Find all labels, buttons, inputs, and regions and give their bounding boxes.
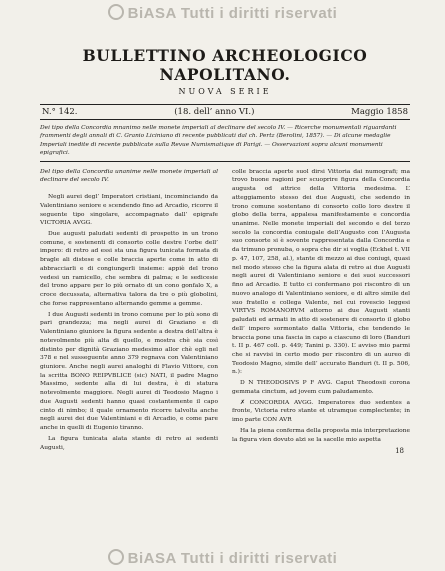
watermark-text: BiASA Tutti i diritti riservati xyxy=(127,550,338,567)
paragraph: La figura tunicata alata stante di retro ai sedenti Augusti, xyxy=(40,435,218,451)
paragraph: colle braccia aperte suol dirsi Vittoria dai numografi; ma trovo buone ragioni per scuoprire figura della Concordia augusta od attrice della Vittoria medesima. L’ atteggiamento stesso dei due Augusti, che sedendo in trono comune sostentano di consorto collo loro destre il globo della terra, appalesa manifestamente e concordia unanime. Nelle monete imperiali del secondo e del terzo secolo la concordia coniugale dell’Augusto con l’Augusta suo consorte si è sovente rappresentata dalla Concordia e da trimuno pronuba, o sopra che dir si voglia (Eckhel t. VII p. 47, 107, 258, al.), stante di mezzo ai due coniugi, quasi nel modo stesso che la figura alata di retro ai due Augusti negli aurei di Valentiniano seniore e dei suoi successori fino ad Arcadio. E tutto ci confermano poi riscontro di un nuovo analogo di Valentiniano seniore, e di altro simile del suo fratello e collega Valente, nel cui rovescio leggesi VIRTVS ROMANORVM attorno ai due Augusti stanti paludati ed armati in atto di sostenere di consorto il globo dell’ impero sormontato dalla Vittoria, che tendendo le braccia pone una fascia in capo a ciascuno di loro (Banduri t. II p. 467 coll. p. 449; Tanini p. 330). L’ avviso mio parmi che si ravvisi in certo modo per riscontro di un aureo di Teodosio Magno, simile dell’ accurato Banduri (t. II p. 506, n.): xyxy=(232,168,410,376)
issue-year: (18. dell’ anno VI.) xyxy=(174,107,255,117)
library-logo-icon xyxy=(108,549,124,565)
paragraph: D N THEODOSIVS P F AVG. Caput Theodosii corona gemmata cinctum, ad jovem cum paludamento. xyxy=(232,380,410,395)
journal-title: BULLETTINO ARCHEOLOGICO NAPOLITANO. xyxy=(82,46,368,84)
watermark-top xyxy=(0,4,445,22)
issue-summary: Dei tipo della Concordia mnanimo nelle monete imperiali al declinare del secolo IV. — Ricerche monumentali riguardanti frammenti degli annali di C. Granio Liciniano di recente pubblicati dal ch. Pertz (Berolini, 1857). — Di alcune medaglie Imperiali inedite di recente pubblicate sulla Revue Numismatique di Parigi. — Osservazioni sopra alcuni monumenti epigrafici. xyxy=(40,124,410,162)
watermark-bottom xyxy=(0,549,445,567)
issue-date: Maggio 1858 xyxy=(351,107,408,117)
article-heading: Del tipo della Concordia unanime nelle monete imperiali al declinare del secolo IV. xyxy=(40,168,218,184)
right-column xyxy=(232,168,410,457)
library-logo-icon xyxy=(108,4,124,20)
page-number: 18 xyxy=(395,447,404,456)
series-label: NUOVA SERIE xyxy=(178,87,272,96)
issue-number: N.° 142. xyxy=(42,107,78,117)
journal-page xyxy=(40,28,410,457)
paragraph: I due Augusti sedenti in trono comune per lo più sono di pari grandezza; ma negli aurei di Graziano e di Valentiniano giuniore la figura sedente a destra dell’altra è notevolmente più alta di quello, e mostra chè sia così distinto per dignità Graziano medesimo allor chè egli nel 378 e nel susseguente anno 379 regnava con Valentiniano giuniore. Anche negli aurei analoghi di Flavio Vittore, con la scritta BONO REIPVBLICE (sic) NATI, il padre Magno Massimo, sedente alla di lui destra, è di statura notevolmente maggiore. Negli aurei di Teodosio Magno i due Augusti sedenti hanno quasi costantemente il capo cinto di nimbo; il quale ornamento ricorre talvolta anche negli aurei dei due Valentiniani e di Arcadio, e come pare anche in quelli di Eugenio tiranno. xyxy=(40,311,218,432)
watermark-text: BiASA Tutti i diritti riservati xyxy=(127,5,338,22)
paragraph: Due augusti paludati sedenti di prospetto in un trono comune, e sostenenti di consorto colle destre l’orbe dell’ impero: di retro ad essi sta una figura tunicata formata di bragle ali distese e colle braccia aperte come in atto di abbracciarli e di congiungerli insieme: appiè del trono vedesi un ramicello, che sembra di palma; e le sedicesie del trono appare per lo più ornato di un cono gonfalo X, a croce decussata, alternativa talora da tre o più globolini, che forse rappresentano alternando gemme a gemme. xyxy=(40,230,218,307)
article-columns xyxy=(40,168,410,457)
issue-line xyxy=(40,104,410,120)
paragraph: Ha la piena conferma della proposta mia interpretazione la figura vien dovuto alzi se la sacelle mio aspetta xyxy=(232,427,410,443)
paragraph: Negli aurei degl’ Imperatori cristiani, incominciando da Valentiniano seniore e scendendo fino ad Arcadio, ricorre il seguente tipo singolare, accompagnato dall’ epigrafe VICTORIA AVGG. xyxy=(40,194,218,227)
paragraph: ✗ CONCORDIA AVGG. Imperatores duo sedentes a fronte, Victoria retro stante et utramque complectente; in imo parte CON AVR xyxy=(232,399,410,424)
left-column xyxy=(40,168,218,457)
